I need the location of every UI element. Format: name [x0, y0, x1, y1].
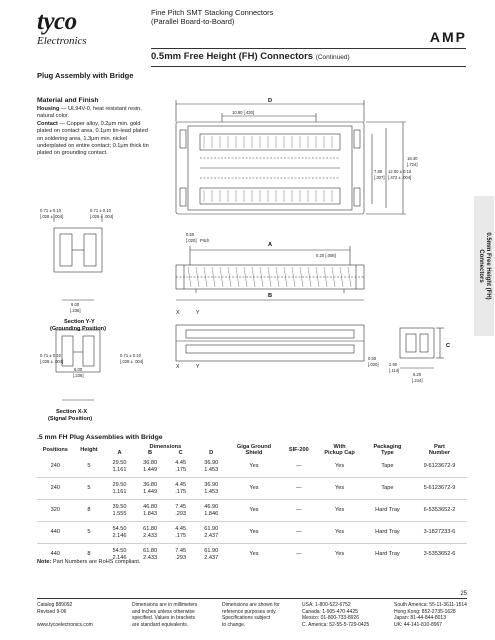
cell-d-mm: 46.90 — [204, 504, 219, 510]
sec-x-600-inch: [.236] — [73, 373, 84, 378]
cell-giga: Yes — [226, 544, 281, 566]
dim-1200-inch: [.472 ± .004] — [388, 175, 412, 180]
pitch-word: Pitch — [200, 238, 210, 243]
pitch-050: 0.50 — [186, 232, 195, 237]
cell-pickup: Yes — [316, 522, 363, 544]
cell-a-in: 1.555 — [112, 510, 127, 517]
footer-usa: USA: 1-800-522-6752 — [302, 602, 351, 608]
col-giga-ground-l2: Shield — [245, 450, 263, 456]
electronics-logo-text: Electronics — [37, 35, 87, 47]
plug-bottom-view — [176, 325, 364, 361]
footer-contacts-americas — [302, 602, 369, 628]
cell-b-in: 2.433 — [143, 554, 158, 561]
sec-y-600-inch: [.236] — [70, 308, 81, 313]
section-heading: Plug Assembly with Bridge — [37, 71, 134, 80]
cell-giga: Yes — [249, 463, 259, 470]
col-a: A — [117, 450, 122, 456]
cell-pickup: Yes — [316, 544, 363, 566]
footer-dim-l2: and inches unless otherwise — [132, 608, 195, 615]
sec-y-071b: 0.71 ± 0.10 — [90, 208, 111, 213]
cell-height: 8 — [74, 500, 105, 522]
catalog-heading-line1: Fine Pitch SMT Stacking Connectors — [151, 8, 274, 17]
section-x-subtitle: (Signal Position) — [48, 416, 93, 422]
cell-c — [165, 478, 196, 500]
footer-ref-l3: Specifications subject — [222, 615, 271, 621]
cell-a — [104, 478, 135, 500]
tyco-logo: tyco — [37, 8, 77, 35]
cell-height: 5 — [74, 478, 105, 500]
footer-s-america: South America: 55-11-3611-1514 — [394, 602, 467, 608]
section-y-title: Section Y-Y — [64, 319, 95, 325]
section-y-subtitle: (Grounding Position) — [50, 326, 106, 332]
cell-c — [165, 500, 196, 522]
footer-ref-l1: Dimensions are shown for — [222, 602, 280, 608]
col-pickup-l2: Pickup Cap — [324, 450, 355, 456]
sec-y-600: 6.00 — [71, 302, 80, 307]
col-c: C — [178, 450, 183, 456]
section-x-title: Section X-X — [56, 409, 88, 415]
section-y-drawing — [54, 214, 102, 300]
cell-b-in: 1.449 — [143, 488, 158, 495]
cell-height: 5 — [87, 463, 91, 470]
cell-b — [135, 522, 166, 544]
dim-620: 6.20 — [413, 372, 422, 377]
cell-sif: — — [282, 478, 317, 500]
catalog-heading-line2: (Parallel Board-to-Board) — [151, 17, 235, 26]
cell-packaging: Tape — [363, 478, 412, 500]
dim-780-inch: [.307] — [374, 175, 385, 180]
cell-d-mm: 61.90 — [204, 526, 219, 532]
cell-sif: — — [282, 544, 317, 566]
cell-b — [135, 500, 166, 522]
cell-b-in: 1.449 — [143, 466, 158, 473]
col-positions: Positions — [42, 447, 68, 453]
col-part-l2: Number — [428, 450, 451, 456]
cell-giga: Yes — [226, 500, 281, 522]
cell-b-mm: 61.80 — [143, 548, 158, 554]
table-row — [37, 500, 467, 522]
cell-c — [165, 522, 196, 544]
cell-a-in: 1.161 — [112, 466, 127, 473]
section-marker-y-top: Y — [196, 310, 200, 316]
dim-1840-inch: [.724] — [407, 162, 418, 167]
contact-pins — [188, 136, 351, 287]
cell-d — [196, 478, 227, 500]
sec-y-071-inch: [.028 ± .004] — [40, 214, 64, 219]
col-dimensions: Dimensions — [149, 444, 182, 450]
cell-sif: — — [282, 522, 317, 544]
cell-packaging: Hard Tray — [363, 544, 412, 566]
cell-a — [104, 500, 135, 522]
note-label: Note: — [37, 559, 52, 565]
footer-catalog-number: Catalog 889092 — [37, 602, 73, 608]
footer-ref-l4: to change. — [222, 621, 246, 628]
cell-b — [135, 456, 166, 478]
dim-1840: 18.40 — [407, 156, 418, 161]
amp-logo: AMP — [429, 29, 467, 45]
cell-packaging: Tape — [381, 463, 394, 470]
cell-c-in: .293 — [175, 510, 187, 517]
plug-end-view — [400, 328, 444, 368]
table-row — [37, 522, 467, 544]
contact-text: — Copper alloy, 0.2μm min. gold plated on contact area, 0.1μm tin-lead plated on soldering area, 1.3μm min. nickel underplated on entire contact; 0.1μm thick tin plated on grounding contact. — [37, 120, 149, 157]
sec-x-600: 6.00 — [74, 367, 83, 372]
cell-pickup: Yes — [316, 478, 363, 500]
cell-d — [196, 456, 227, 478]
cell-a-mm: 54.50 — [112, 548, 127, 554]
col-sif: SIF-200 — [288, 447, 309, 453]
sec-x-071-inch: [.028 ± .004] — [40, 359, 64, 364]
cell-giga: Yes — [226, 522, 281, 544]
dim-c-label: C — [446, 343, 451, 349]
dim-b-label: B — [268, 293, 273, 299]
section-marker-x-bottom: X — [176, 364, 180, 370]
cell-c-mm: 7.45 — [175, 504, 187, 510]
page-title-suffix: (Continued) — [315, 54, 350, 61]
col-packaging — [363, 444, 412, 456]
cell-a-in: 2.146 — [112, 554, 127, 561]
cell-part-number: 9-6123672-9 — [423, 463, 456, 470]
cell-b-mm: 36.80 — [143, 482, 158, 488]
housing-label: Housing — [37, 106, 60, 112]
cell-a-mm: 39.50 — [112, 504, 127, 510]
cell-b-in: 2.433 — [143, 532, 158, 539]
cell-positions: 440 — [37, 544, 74, 566]
cell-d-in: 1.846 — [204, 510, 219, 517]
cell-b — [135, 478, 166, 500]
footer-dim-l1: Dimensions are in millimeters — [132, 602, 198, 608]
cell-positions: 240 — [37, 478, 74, 500]
dim-a-label: A — [268, 242, 273, 248]
sec-y-071b-inch: [.028 ± .004] — [90, 214, 114, 219]
section-marker-x-top: X — [176, 310, 180, 316]
footer-uk: UK: 44-141-810-8967 — [394, 621, 443, 628]
footer-hong-kong: Hong Kong: 852-2735-1628 — [394, 608, 456, 615]
cell-c-in: .175 — [175, 532, 187, 539]
cell-a-mm: 29.50 — [112, 460, 127, 466]
cell-b-in: 1.843 — [143, 510, 158, 517]
footer-contacts-intl — [394, 602, 467, 628]
footer-canada: Canada: 1-905-470-4425 — [302, 608, 358, 615]
cell-d-in: 2.437 — [204, 554, 219, 561]
footer-rule — [37, 598, 467, 599]
footer-revised: Revised 9-06 — [37, 608, 67, 615]
table-note — [37, 560, 141, 566]
sec-x-071: 0.71 ± 0.10 — [40, 353, 61, 358]
cell-pickup: Yes — [335, 463, 345, 470]
cell-d-mm: 36.90 — [204, 460, 219, 466]
cell-b-mm: 61.80 — [143, 526, 158, 532]
col-pickup — [316, 444, 363, 456]
cell-a-mm: 29.50 — [112, 482, 127, 488]
cell-positions: 240 — [50, 463, 60, 470]
cell-a — [104, 522, 135, 544]
col-packaging-l1: Packaging — [373, 444, 402, 450]
cell-c-in: .175 — [175, 488, 187, 495]
cell-b-mm: 46.80 — [143, 504, 158, 510]
note-text: Part Numbers are RoHS compliant. — [51, 559, 141, 565]
dim-780: 7.80 — [374, 169, 383, 174]
cell-packaging: Hard Tray — [363, 500, 412, 522]
col-height: Height — [80, 447, 98, 453]
col-part — [412, 444, 467, 456]
col-pickup-l1: With — [333, 444, 346, 450]
assemblies-table — [37, 444, 467, 565]
cell-a-in: 1.161 — [112, 488, 127, 495]
cell-d-in: 2.437 — [204, 532, 219, 539]
cell-d — [196, 500, 227, 522]
footer-c-america: C. America: 52-55-5-729-0425 — [302, 621, 370, 628]
housing-text: — UL94V-0, heat resistant resin, natural color. — [37, 106, 142, 120]
cell-c — [165, 456, 196, 478]
cell-d-in: 1.453 — [204, 488, 219, 495]
cell-d — [196, 544, 227, 566]
footer-ref-l2: reference purposes only. — [222, 608, 277, 615]
cell-height: 8 — [74, 544, 105, 566]
dim-050b-inch: [.020] — [368, 362, 379, 367]
footer-mexico: Mexico: 01-800-733-8926 — [302, 615, 359, 621]
col-b: B — [148, 450, 153, 456]
dim-020: 0.20 [.008] — [316, 253, 336, 258]
cell-sif: — — [282, 500, 317, 522]
cell-part-number: 3-5353652-6 — [412, 544, 467, 566]
dim-1090: 10.90 [.430] — [232, 110, 255, 115]
cell-c-mm: 7.45 — [175, 548, 187, 554]
footer-dim-l4: are standard equivalents. — [132, 621, 189, 628]
dim-d-label-top: D — [268, 98, 273, 104]
cell-part-number: 3-1827233-6 — [412, 522, 467, 544]
cell-positions: 320 — [37, 500, 74, 522]
cell-c-in: .293 — [175, 554, 187, 561]
col-giga-ground-l1: Giga Ground — [236, 444, 272, 450]
footer-reference-note — [222, 602, 280, 628]
pitch-050-inch: [.020] — [186, 238, 197, 243]
cell-height: 5 — [74, 522, 105, 544]
sec-y-071: 0.71 ± 0.10 — [40, 208, 61, 213]
sec-x-071b: 0.71 ± 0.10 — [120, 353, 141, 358]
cell-c-mm: 4.45 — [175, 526, 187, 532]
cell-giga: Yes — [226, 478, 281, 500]
dim-1200: 12.00 ± 0.10 — [388, 169, 412, 174]
page-title-text: 0.5mm Free Height (FH) Connectors — [151, 51, 314, 62]
cell-a-mm: 54.50 — [112, 526, 127, 532]
section-x-drawing — [56, 330, 100, 400]
dim-290: 2.90 — [389, 362, 398, 367]
footer-catalog-info — [37, 602, 93, 628]
side-tab-line1: 0.5mm Free Height (FH) — [485, 232, 491, 300]
table-title: .5 mm FH Plug Assemblies with Bridge — [37, 434, 163, 441]
dim-620-inch: [.244] — [412, 378, 423, 383]
cell-sif: — — [296, 463, 302, 470]
cell-a-in: 2.146 — [112, 532, 127, 539]
section-marker-y-bottom: Y — [196, 364, 200, 370]
cell-c-in: .175 — [175, 466, 187, 473]
footer-website[interactable]: www.tycoelectronics.com — [37, 621, 93, 628]
table-row — [37, 456, 467, 478]
col-giga-ground — [226, 444, 281, 456]
cell-a — [104, 456, 135, 478]
cell-d-mm: 36.90 — [204, 482, 219, 488]
col-part-l1: Part — [434, 444, 445, 450]
cell-c-mm: 4.45 — [175, 482, 187, 488]
footer-dimensions-note — [132, 602, 197, 628]
page-number: 25 — [460, 591, 467, 597]
cell-positions: 440 — [37, 522, 74, 544]
cell-c — [165, 544, 196, 566]
footer-japan: Japan: 81-44-844-8013 — [394, 615, 446, 621]
dim-290-inch: [.114] — [389, 368, 400, 373]
cell-part-number: 5-6123672-9 — [412, 478, 467, 500]
cell-d-in: 1.453 — [204, 466, 219, 473]
footer-dim-l3: specified. Values in brackets — [132, 615, 195, 621]
cell-pickup: Yes — [316, 500, 363, 522]
side-tab-line2: Connectors — [478, 249, 484, 283]
cell-b-mm: 36.80 — [143, 460, 158, 466]
contact-label: Contact — [37, 120, 58, 127]
sec-x-071b-inch: [.028 ± .004] — [120, 359, 144, 364]
cell-packaging: Hard Tray — [363, 522, 412, 544]
table-row — [37, 478, 467, 500]
material-heading: Material and Finish — [37, 97, 99, 104]
col-d: D — [209, 450, 214, 456]
dim-050b: 0.50 — [368, 356, 377, 361]
cell-c-mm: 4.45 — [175, 460, 187, 466]
cell-d — [196, 522, 227, 544]
cell-part-number: 6-5353652-2 — [412, 500, 467, 522]
cell-d-mm: 61.90 — [204, 548, 219, 554]
col-packaging-l2: Type — [381, 450, 394, 456]
